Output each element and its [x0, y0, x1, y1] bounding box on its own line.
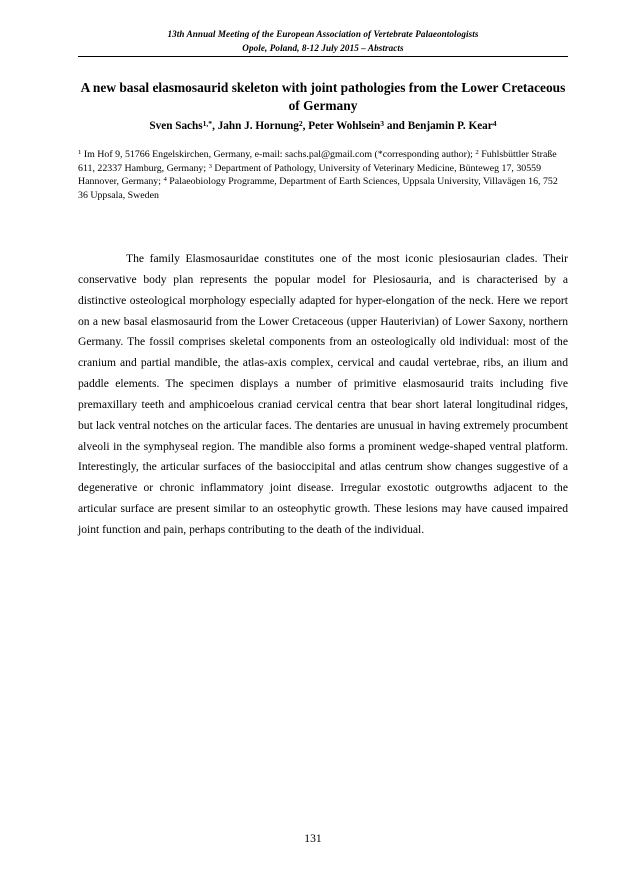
running-head — [78, 28, 568, 55]
author-affiliation-marker-2: 2 — [298, 118, 303, 128]
page-number: 131 — [304, 832, 322, 845]
author-affiliation-marker-3: 3 — [380, 118, 385, 128]
author-affiliation-marker-1: 1,* — [202, 118, 213, 128]
affiliation-marker-3: 3 — [208, 162, 212, 170]
author-affiliation-marker-4: 4 — [492, 118, 497, 128]
author-name-1: Sven Sachs — [149, 120, 203, 132]
author-name-4: Benjamin P. Kear — [407, 120, 493, 132]
abstract-body: The family Elasmosauridae constitutes one of the most iconic plesiosaurian clades. Their conservative body plan represents the popular model for Plesiosauria, and is characterised by a distinctive osteological morphology especially adapted for hyper-elongation of the neck. Here we report on a new basal elasmosaurid from the Lower Cretaceous (upper Hauterivian) of Lower Saxony, northern Germany. The fossil comprises skeletal components from an osteologically old individual: most of the cranium and partial mandible, the atlas-axis complex, cervical and caudal vertebrae, ribs, an ilium and paddle elements. The specimen displays a number of primitive elasmosaurid traits including five premaxillary teeth and amphicoelous craniad cervical centra that bear short lateral longitudinal ridges, but lack ventral notches on the articular faces. The dentaries are unusual in having extremely procumbent alveoli in the symphyseal region. The mandible also forms a prominent wedge-shaped ventral platform. Interestingly, the articular surfaces of the basioccipital and atlas centrum show changes suggestive of a degenerative or chronic inflammatory joint disease. Irregular exostotic outgrowths adjacent to the articular surface are present similar to an osteophytic growth. These lesions may have caused impaired joint function and pain, perhaps contributing to the death of the individual. — [78, 252, 568, 536]
paper-title: A new basal elasmosaurid skeleton with joint pathologies from the Lower Cretaceous of Germany — [80, 79, 566, 114]
affiliation-text-2: Fuhlsbüttler Straße 611, 22337 Hamburg, Germany; — [78, 149, 557, 174]
affiliation-marker-4: 4 — [163, 176, 167, 184]
affiliation-marker-2: 2 — [475, 149, 479, 157]
affiliations-block — [78, 148, 560, 202]
author-separator-3: and — [384, 120, 408, 132]
author-separator-1: , — [212, 120, 218, 132]
affiliation-text-3: Department of Pathology, University of Veterinary Medicine, Bünteweg 17, 30559 Hannover, Germany; — [78, 162, 542, 188]
running-head-line-2: Opole, Poland, 8-12 July 2015 – Abstracts — [242, 42, 404, 53]
affiliation-text-4: Palaeobiology Programme, Department of Earth Sciences, Uppsala University, Villavägen 16, 752 36 Uppsala, Sweden — [78, 176, 558, 201]
affiliation-text-1: Im Hof 9, 51766 Engelskirchen, Germany, e-mail: sachs.pal@gmail.com (*corresponding author); — [81, 149, 476, 160]
author-list — [78, 118, 568, 134]
author-name-3: Peter Wohlsein — [308, 120, 381, 132]
affiliation-marker-1: 1 — [78, 149, 82, 157]
author-separator-2: , — [302, 120, 309, 132]
author-name-2: Jahn J. Hornung — [217, 120, 299, 132]
header-divider-rule — [78, 56, 568, 57]
running-head-line-1: 13th Annual Meeting of the European Association of Vertebrate Palaeontologists — [167, 29, 479, 39]
